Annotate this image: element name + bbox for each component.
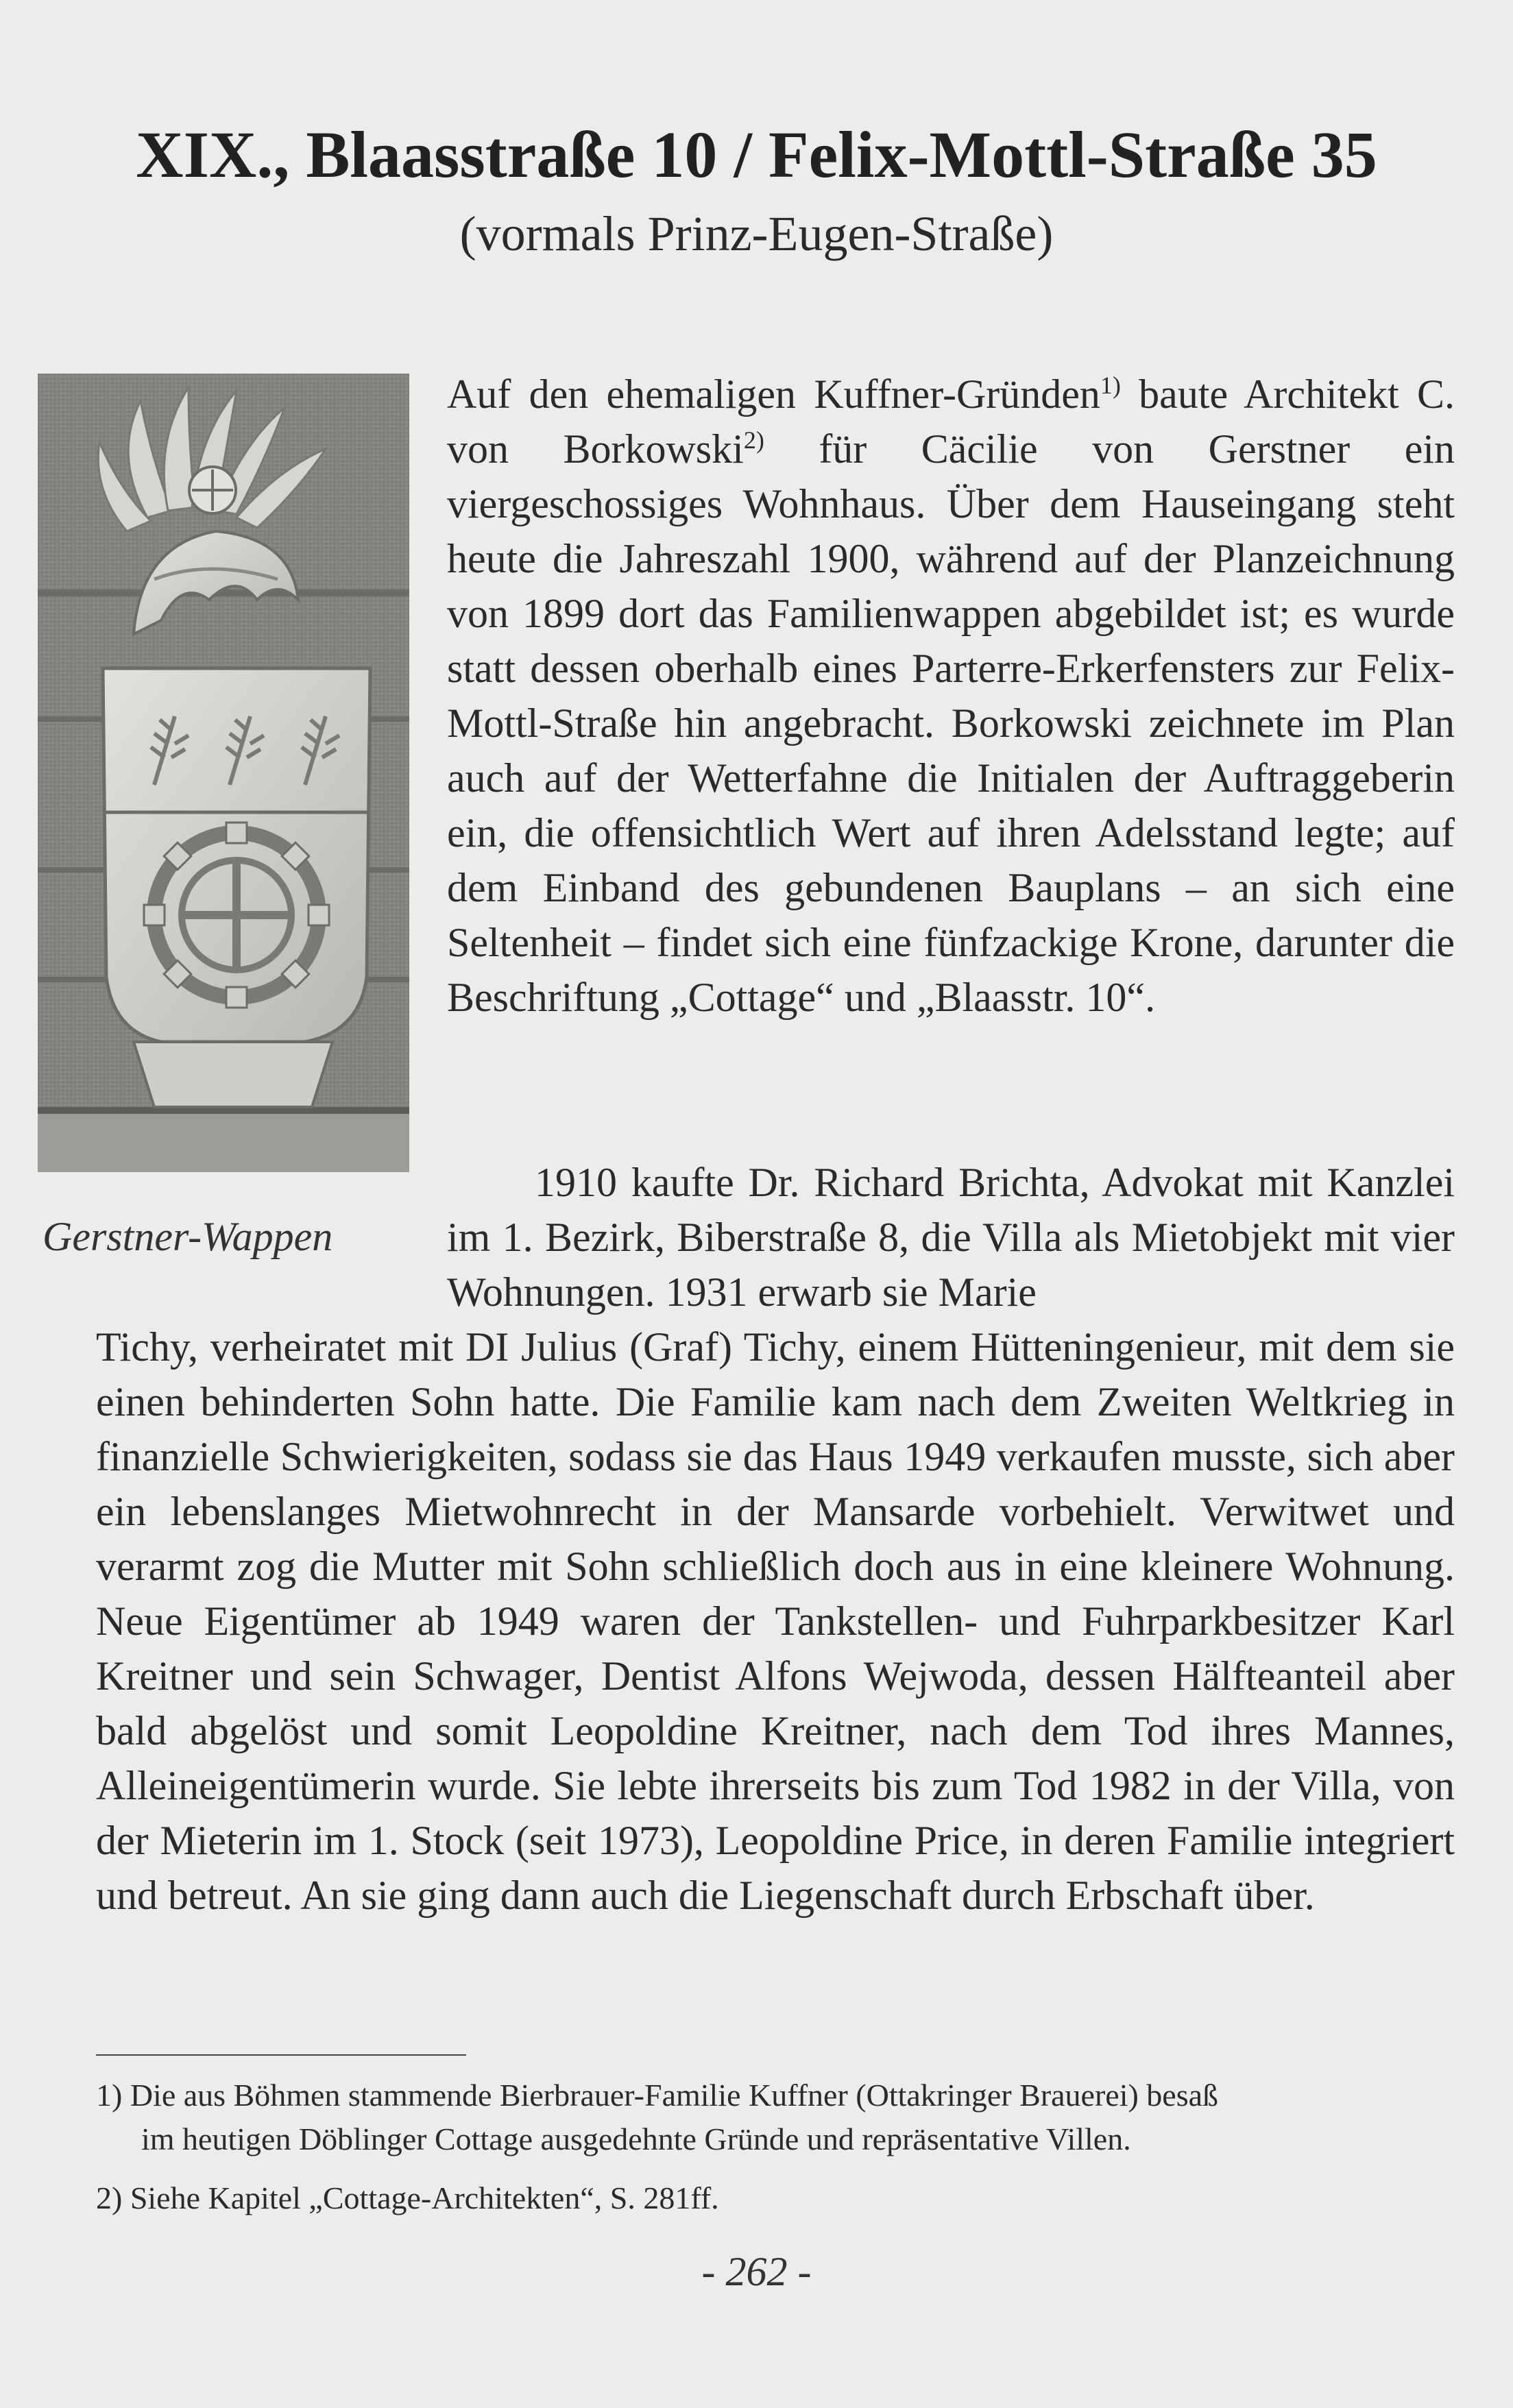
paragraph-1-text-b: baute Architekt C. von Borkowski	[447, 372, 1455, 472]
footnote-1-line-1: 1) Die aus Böhmen stammende Bierbrauer-Familie Kuffner (Ottakringer Brauerei) besaß	[96, 2078, 1219, 2113]
footnote-ref-1[interactable]: 1)	[1100, 372, 1121, 399]
footnote-1-line-2: im heutigen Döblinger Cottage ausgedehnte Gründe und repräsentative Villen.	[141, 2121, 1131, 2156]
figure-caption: Gerstner-Wappen	[43, 1214, 333, 1259]
paragraph-1-text-a: Auf den ehemaligen Kuffner-Gründen	[447, 372, 1100, 417]
paragraph-1	[447, 367, 1455, 1025]
footnote-1	[96, 2073, 1455, 2161]
footnote-2: 2) Siehe Kapitel „Cottage-Architekten“, S. 281ff.	[96, 2180, 719, 2215]
coat-of-arms-illustration	[38, 374, 409, 1172]
paragraph-1-text-c: für Cäcilie von Gerstner ein viergeschossiges Wohnhaus. Über dem Hauseingang steht heute die Jahreszahl 1900, während auf der Planzeichnung von 1899 dort das Familienwappen abgebildet ist; es wurde statt dessen oberhalb eines Parterre-Erkerfensters zur Felix-Mottl-Straße hin angebracht. Borkowski zeichnete im Plan auch auf der Wetterfahne die Initialen der Auftraggeberin ein, die offensichtlich Wert auf ihren Adelsstand legte; auf dem Einband des gebundenen Bauplans – an sich eine Seltenheit – findet sich eine fünfzackige Krone, darunter die Beschriftung „Cottage“ und „Blaasstr. 10“.	[447, 426, 1455, 1020]
paragraph-2-continued: Tichy, verheiratet mit DI Julius (Graf) Tichy, einem Hütteningenieur, mit dem sie einen behinderten Sohn hatte. Die Familie kam nach dem Zweiten Weltkrieg in finanzielle Schwierigkeiten, sodass sie das Haus 1949 verkaufen musste, sich aber ein lebenslanges Mietwohnrecht in der Mansarde vorbehielt. Verwitwet und verarmt zog die Mutter mit Sohn schließlich doch aus in eine kleinere Wohnung. Neue Eigentümer ab 1949 waren der Tankstellen- und Fuhrparkbesitzer Karl Kreitner und sein Schwager, Dentist Alfons Wejwoda, dessen Hälfteanteil aber bald abgelöst und somit Leopoldine Kreitner, nach dem Tod ihres Mannes, Alleineigentümerin wurde. Sie lebte ihrerseits bis zum Tod 1982 in der Villa, von der Mieterin im 1. Stock (seit 1973), Leopoldine Price, in deren Familie integriert und betreut. An sie ging dann auch die Liegenschaft durch Erbschaft über.	[96, 1324, 1455, 1918]
page-number: - 262 -	[701, 2249, 812, 2294]
paragraph-2-start: 1910 kaufte Dr. Richard Brichta, Advokat mit Kanzlei im 1. Bezirk, Biberstraße 8, die Villa als Mietobjekt mit vier Wohnungen. 1931 erwarb sie Marie	[447, 1160, 1455, 1315]
page-subtitle: (vormals Prinz-Eugen-Straße)	[459, 206, 1054, 261]
coat-of-arms-photo	[38, 374, 409, 1172]
footnote-ref-2[interactable]: 2)	[743, 426, 764, 454]
page-title: XIX., Blaasstraße 10 / Felix-Mottl-Straße 35	[136, 118, 1377, 191]
footnote-divider	[96, 2054, 466, 2056]
